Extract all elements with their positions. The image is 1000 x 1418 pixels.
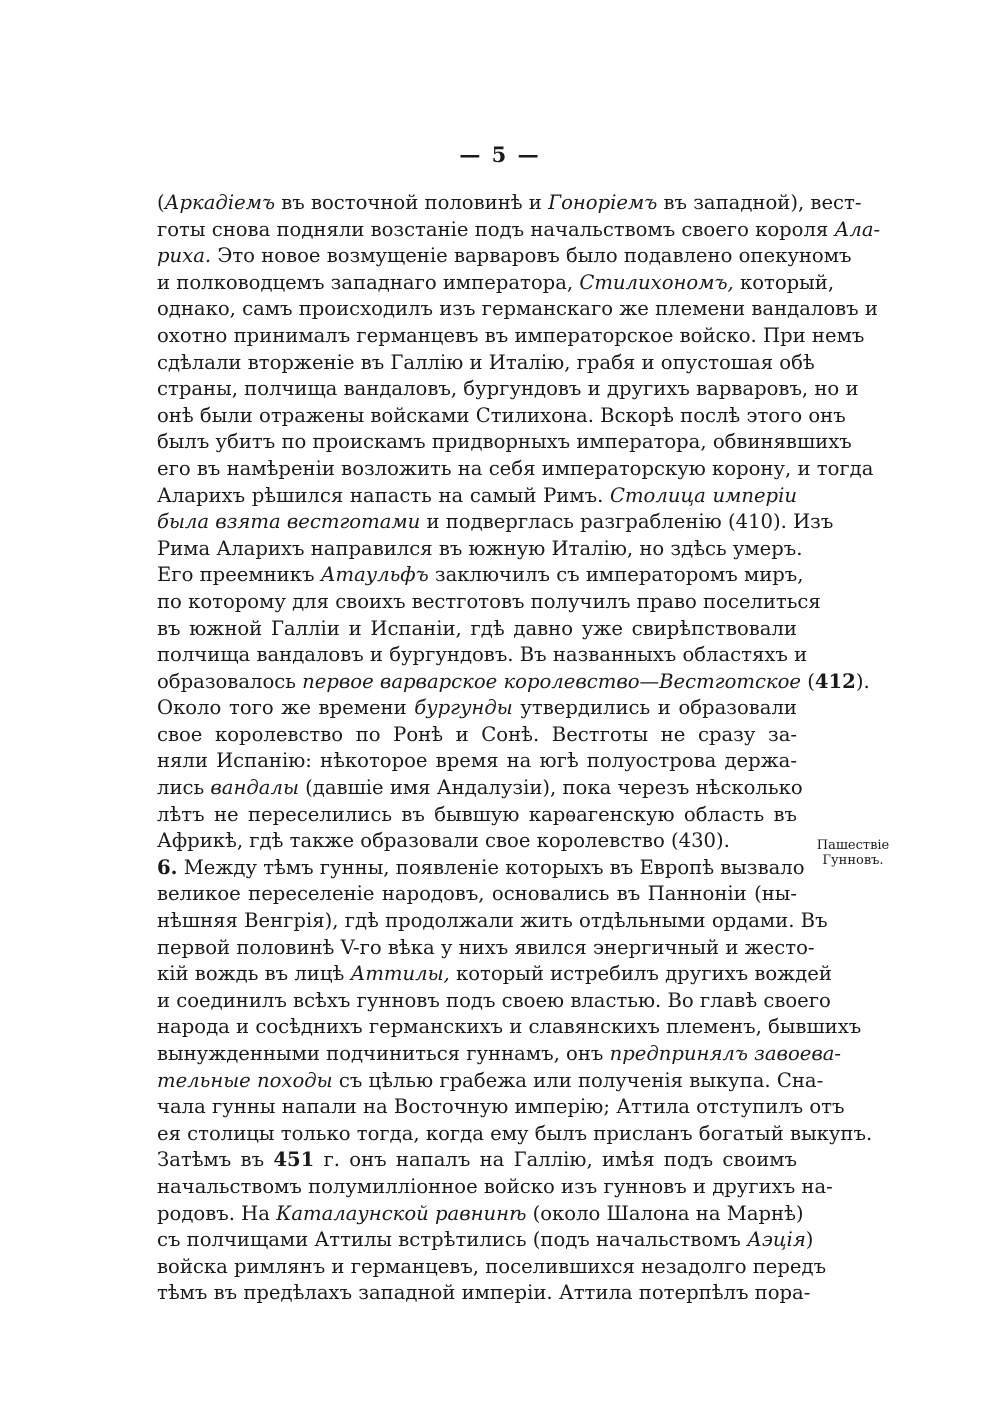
text-line bbox=[157, 1201, 804, 1228]
text-segment: предпринялъ завоева- bbox=[609, 1042, 842, 1065]
text-line bbox=[157, 243, 852, 270]
text-segment: съ полчищами Аттилы встрѣтились (подъ начальствомъ bbox=[157, 1228, 748, 1252]
text-segment: риха. bbox=[157, 244, 212, 268]
text-line bbox=[157, 1014, 862, 1041]
text-line bbox=[157, 1121, 873, 1148]
text-segment: сдѣлали вторженіе въ Галлію и Италію, грабя и опустошая обѣ bbox=[157, 350, 815, 374]
text-line bbox=[157, 323, 865, 350]
text-segment: Ала- bbox=[834, 217, 881, 241]
text-segment: его въ намѣреніи возложить на себя императорскую корону, и тогда bbox=[157, 456, 874, 480]
text-segment: войска римлянъ и германцевъ, поселившихся незадолго передъ bbox=[157, 1254, 827, 1278]
text-line bbox=[157, 669, 870, 696]
text-segment: (около Шалона на Марнѣ) bbox=[526, 1201, 804, 1225]
text-segment: ( bbox=[801, 669, 815, 693]
text-line bbox=[157, 1227, 814, 1254]
text-segment: онѣ были отражены войсками Стилихона. Вскорѣ послѣ этого онъ bbox=[157, 403, 846, 427]
text-line bbox=[157, 935, 815, 962]
text-segment: чала гунны напали на Восточную имперію; Аттила отступилъ отъ bbox=[157, 1095, 845, 1119]
text-line bbox=[157, 509, 834, 536]
text-line bbox=[157, 828, 797, 855]
text-line bbox=[157, 961, 832, 988]
text-segment: г. онъ напалъ на Галлію, имѣя подъ своимъ bbox=[314, 1148, 797, 1172]
text-segment: утвердились и образовали bbox=[512, 696, 797, 720]
text-line bbox=[157, 1094, 845, 1121]
text-segment: ( bbox=[157, 191, 165, 214]
text-segment: была взята вестготами bbox=[157, 510, 421, 534]
text-line bbox=[157, 270, 835, 297]
text-segment: Столица имперіи bbox=[609, 483, 797, 507]
text-segment: однако, самъ происходилъ изъ германскаго же племени вандаловъ и bbox=[157, 297, 878, 321]
text-line bbox=[157, 190, 862, 217]
text-line bbox=[157, 1254, 827, 1281]
text-line bbox=[157, 616, 797, 643]
text-line bbox=[157, 881, 797, 908]
text-segment: великое переселеніе народовъ, основались въ Панноніи (ны- bbox=[157, 882, 797, 906]
text-segment: заключилъ съ императоромъ миръ, bbox=[428, 563, 804, 587]
text-segment: страны, полчища вандаловъ, бургундовъ и другихъ варваровъ, но и bbox=[157, 377, 859, 401]
text-line bbox=[157, 908, 828, 935]
text-segment: первое варварское королевство—Вестготское bbox=[302, 669, 802, 693]
text-line bbox=[157, 456, 874, 483]
text-segment: лѣтъ не переселились въ бывшую карѳагенскую область въ bbox=[157, 802, 797, 826]
text-segment: Атаульфъ bbox=[320, 563, 429, 587]
text-segment: лись bbox=[157, 776, 211, 800]
text-line bbox=[157, 1068, 824, 1095]
text-segment: по которому для своихъ вестготовъ получилъ право поселиться bbox=[157, 589, 821, 613]
text-segment: въ восточной половинѣ и bbox=[275, 191, 549, 214]
text-segment: Аларихъ рѣшился напасть на самый Римъ. bbox=[157, 483, 610, 507]
text-line bbox=[157, 1174, 833, 1201]
text-segment: ) bbox=[805, 1228, 814, 1252]
text-segment: (давшіе имя Андалузіи), пока черезъ нѣсколько bbox=[298, 776, 803, 800]
text-line bbox=[157, 429, 852, 456]
text-line bbox=[157, 562, 804, 589]
text-segment: Аттилы, bbox=[350, 962, 450, 986]
text-segment: Около того же времени bbox=[157, 696, 415, 720]
text-segment: Рима Аларихъ направился въ южную Италію, но здѣсь умеръ. bbox=[157, 536, 803, 560]
margin-note-line: Пашествіе bbox=[816, 838, 890, 853]
text-segment: образовалось bbox=[157, 669, 303, 693]
text-segment: Африкѣ, гдѣ также образовали свое королевство (430). bbox=[157, 829, 730, 853]
text-segment: народа и сосѣднихъ германскихъ и славянскихъ племенъ, бывшихъ bbox=[157, 1015, 862, 1039]
text-segment: 451 bbox=[273, 1148, 315, 1172]
text-segment: полчища вандаловъ и бургундовъ. Въ названныхъ областяхъ и bbox=[157, 643, 808, 667]
text-segment: Аэція bbox=[747, 1228, 806, 1252]
text-segment: который истребилъ другихъ вождей bbox=[449, 962, 832, 986]
text-line bbox=[157, 403, 846, 430]
text-line bbox=[157, 1041, 842, 1068]
text-segment: тѣмъ въ предѣлахъ западной имперіи. Аттила потерпѣлъ пора- bbox=[157, 1281, 811, 1305]
text-segment: Затѣмъ въ bbox=[157, 1148, 274, 1172]
text-line bbox=[157, 589, 821, 616]
text-segment: Каталаунской равнинѣ bbox=[276, 1201, 527, 1225]
text-line bbox=[157, 217, 881, 244]
text-segment: Это новое возмущеніе варваровъ было подавлено опекуномъ bbox=[211, 244, 852, 268]
text-segment: и подверглась разграбленію (410). Изъ bbox=[420, 510, 834, 534]
text-line bbox=[157, 1147, 797, 1174]
text-segment: ея столицы только тогда, когда ему былъ присланъ богатый выкупъ. bbox=[157, 1121, 873, 1145]
text-line bbox=[157, 722, 797, 749]
text-line bbox=[157, 536, 803, 563]
text-segment: Аркадіемъ bbox=[164, 191, 276, 214]
text-segment: въ западной), вест- bbox=[657, 191, 862, 214]
text-line bbox=[157, 748, 797, 775]
text-segment: 412 bbox=[814, 669, 856, 693]
text-segment: и полководцемъ западнаго императора, bbox=[157, 270, 580, 294]
text-line bbox=[157, 296, 878, 323]
text-segment: начальствомъ полумилліонное войско изъ гунновъ и другихъ на- bbox=[157, 1174, 833, 1198]
text-segment: кій вождь въ лицѣ bbox=[157, 962, 351, 986]
text-segment: въ южной Галліи и Испаніи, гдѣ давно уже свирѣпствовали bbox=[157, 616, 797, 640]
text-line bbox=[157, 483, 797, 510]
text-line bbox=[157, 350, 815, 377]
text-line bbox=[157, 642, 808, 669]
text-segment: 6. bbox=[157, 855, 178, 879]
text-segment: Стилихономъ, bbox=[579, 270, 734, 294]
text-line bbox=[157, 695, 797, 722]
text-segment: тельные походы bbox=[157, 1068, 333, 1092]
text-segment: былъ убитъ по проискамъ придворныхъ императора, обвинявшихъ bbox=[157, 430, 852, 454]
text-segment: съ цѣлью грабежа или полученія выкупа. Сна- bbox=[332, 1068, 824, 1092]
text-segment: первой половинѣ V-го вѣка у нихъ явился энергичный и жесто- bbox=[157, 935, 815, 959]
text-line bbox=[157, 988, 831, 1015]
text-line bbox=[157, 376, 859, 403]
text-segment: и соединилъ всѣхъ гунновъ подъ своею властью. Во главѣ своего bbox=[157, 988, 831, 1012]
text-segment: готы снова подняли возстаніе подъ начальствомъ своего короля bbox=[157, 217, 835, 241]
text-line bbox=[157, 1280, 811, 1307]
text-segment: бургунды bbox=[414, 696, 513, 720]
text-segment: охотно принималъ германцевъ въ императорское войско. При немъ bbox=[157, 323, 865, 347]
text-segment: который, bbox=[733, 270, 835, 294]
text-line bbox=[157, 802, 797, 829]
margin-note-line: Гунновъ. bbox=[822, 853, 884, 868]
text-segment: Его преемникъ bbox=[157, 563, 321, 587]
text-line bbox=[157, 775, 803, 802]
text-segment: вандалы bbox=[210, 776, 299, 800]
text-segment: нѣшняя Венгрія), гдѣ продолжали жить отдѣльными ордами. Въ bbox=[157, 909, 828, 933]
page-number: — 5 — bbox=[459, 142, 541, 167]
text-line bbox=[157, 855, 805, 882]
text-segment: няли Испанію: нѣкоторое время на югѣ полуострова держа- bbox=[157, 749, 797, 773]
margin-note bbox=[808, 838, 898, 868]
text-segment: ). bbox=[855, 669, 870, 693]
text-segment: свое королевство по Ронѣ и Сонѣ. Вестготы не сразу за- bbox=[157, 722, 797, 746]
text-segment: вынужденными подчиниться гуннамъ, онъ bbox=[157, 1042, 610, 1065]
text-segment: Гонорiемъ bbox=[548, 191, 658, 214]
text-segment: родовъ. На bbox=[157, 1201, 277, 1225]
text-segment: Между тѣмъ гунны, появленіе которыхъ въ Европѣ вызвало bbox=[177, 855, 805, 879]
